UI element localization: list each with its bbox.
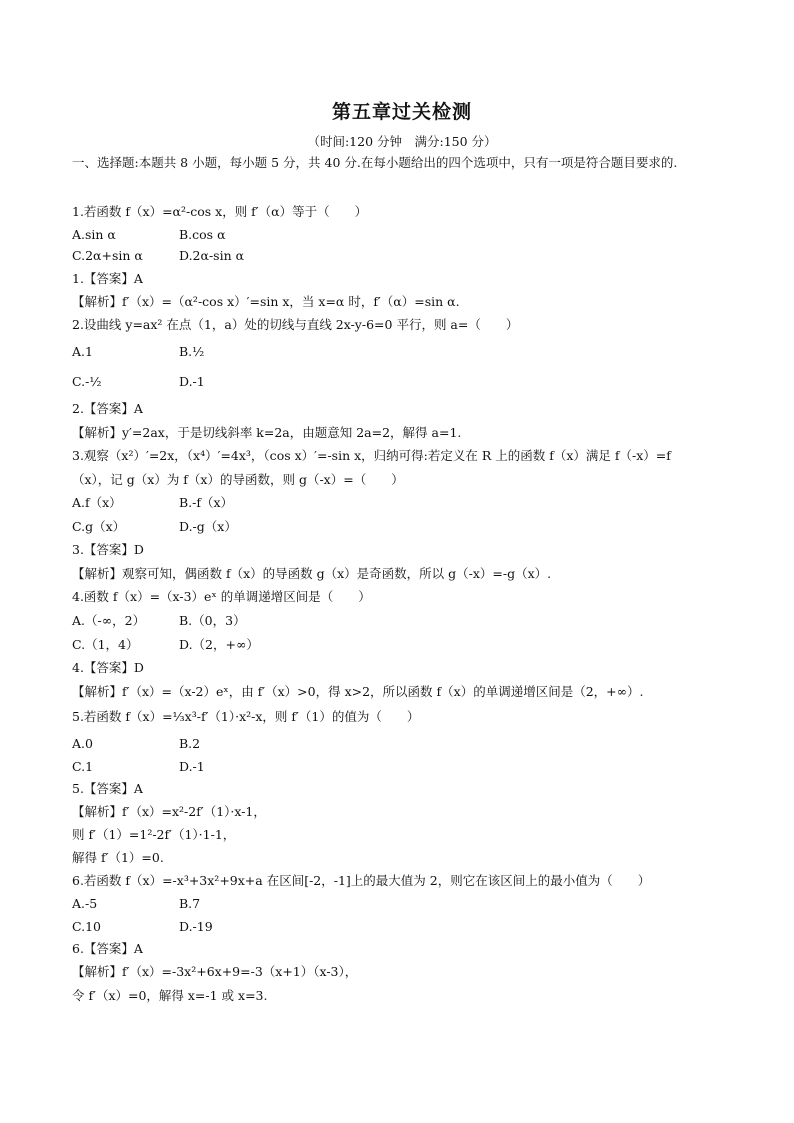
q1-option-c: C.2α+sin α (72, 248, 143, 263)
q2-option-b: B.½ (179, 344, 205, 359)
q3-analysis: 【解析】观察可知，偶函数 f（x）的导函数 g（x）是奇函数，所以 g（-x）=-g（x）. (72, 566, 552, 581)
q5-option-c: C.1 (72, 759, 94, 774)
q2-option-c: C.-½ (72, 374, 102, 389)
q3-options-row1 (72, 495, 732, 511)
q3-stem-line2: （x），记 g（x）为 f（x）的导函数，则 g（-x）=（ ） (72, 472, 404, 487)
q2-analysis: 【解析】y′=2ax，于是切线斜率 k=2a，由题意知 2a=2，解得 a=1. (72, 425, 462, 440)
q2-answer: 2.【答案】A (72, 401, 143, 416)
q5-answer: 5.【答案】A (72, 781, 143, 796)
q6-options-row2 (72, 919, 732, 935)
q5-analysis-line1: 【解析】f′（x）=x²-2f′（1）·x-1， (72, 804, 266, 819)
q4-option-a: A.（-∞，2） (72, 613, 146, 628)
q1-option-d: D.2α-sin α (179, 248, 245, 263)
section-intro: 一、选择题:本题共 8 小题，每小题 5 分，共 40 分.在每小题给出的四个选项中，只有一项是符合题目要求的. (72, 155, 678, 170)
q1-option-a: A.sin α (72, 227, 116, 242)
q2-option-d: D.-1 (179, 374, 205, 389)
q5-analysis-line3: 解得 f′（1）=0. (72, 850, 164, 865)
q3-option-b: B.-f（x） (179, 495, 234, 510)
page-title: 第五章过关检测 (331, 101, 472, 123)
q1-option-b: B.cos α (179, 227, 226, 242)
q4-options-row1 (72, 613, 732, 629)
q4-option-b: B.（0，3） (179, 613, 246, 628)
q6-option-b: B.7 (179, 896, 201, 911)
q2-option-a: A.1 (72, 344, 93, 359)
q5-analysis-line2: 则 f′（1）=1²-2f′（1）·1-1， (72, 827, 236, 842)
q3-answer: 3.【答案】D (72, 542, 144, 557)
q6-analysis-line2: 令 f′（x）=0，解得 x=-1 或 x=3. (72, 988, 268, 1003)
q4-analysis: 【解析】f′（x）=（x-2）eˣ，由 f′（x）>0，得 x>2，所以函数 f（x）的单调递增区间是（2，+∞）. (72, 684, 644, 699)
q5-option-d: D.-1 (179, 759, 205, 774)
q3-option-d: D.-g（x） (179, 519, 237, 534)
q4-options-row2 (72, 637, 732, 653)
q4-option-d: D.（2，+∞） (179, 637, 259, 652)
q5-options-row2 (72, 759, 732, 775)
q1-stem: 1.若函数 f（x）=α²-cos x，则 f′（α）等于（ ） (72, 204, 368, 219)
q5-stem: 5.若函数 f（x）=⅓x³-f′（1）·x²-x，则 f′（1）的值为（ ） (72, 709, 420, 724)
q6-option-d: D.-19 (179, 919, 213, 934)
q6-option-a: A.-5 (72, 896, 98, 911)
q6-options-row1 (72, 896, 732, 912)
q6-option-c: C.10 (72, 919, 101, 934)
exam-info: （时间:120 分钟 满分:150 分） (307, 134, 497, 149)
q3-stem-line1: 3.观察（x²）′=2x，（x⁴）′=4x³，（cos x）′=-sin x，归纳可得:若定义在 R 上的函数 f（x）满足 f（-x）=f (72, 448, 671, 463)
q6-stem: 6.若函数 f（x）=-x³+3x²+9x+a 在区间[-2，-1]上的最大值为 2，则它在该区间上的最小值为（ ） (72, 873, 651, 888)
q6-answer: 6.【答案】A (72, 941, 143, 956)
q1-options-row2 (72, 248, 732, 264)
q2-stem: 2.设曲线 y=ax² 在点（1，a）处的切线与直线 2x-y-6=0 平行，则 a=（ ） (72, 317, 519, 332)
q5-options-row1 (72, 736, 732, 752)
q3-option-c: C.g（x） (72, 519, 126, 534)
q4-option-c: C.（1，4） (72, 637, 139, 652)
q4-stem: 4.函数 f（x）=（x-3）eˣ 的单调递增区间是（ ） (72, 589, 371, 604)
q3-options-row2 (72, 519, 732, 535)
q1-analysis: 【解析】f′（x）=（α²-cos x）′=sin x，当 x=α 时，f′（α）=sin α. (72, 294, 460, 309)
q6-analysis-line1: 【解析】f′（x）=-3x²+6x+9=-3（x+1）（x-3）， (72, 964, 358, 979)
q1-answer: 1.【答案】A (72, 271, 143, 286)
q2-options-row1 (72, 344, 732, 360)
q2-options-row2 (72, 374, 732, 390)
q5-option-b: B.2 (179, 736, 201, 751)
q5-option-a: A.0 (72, 736, 93, 751)
q1-options-row1 (72, 227, 732, 243)
q3-option-a: A.f（x） (72, 495, 122, 510)
q4-answer: 4.【答案】D (72, 660, 144, 675)
